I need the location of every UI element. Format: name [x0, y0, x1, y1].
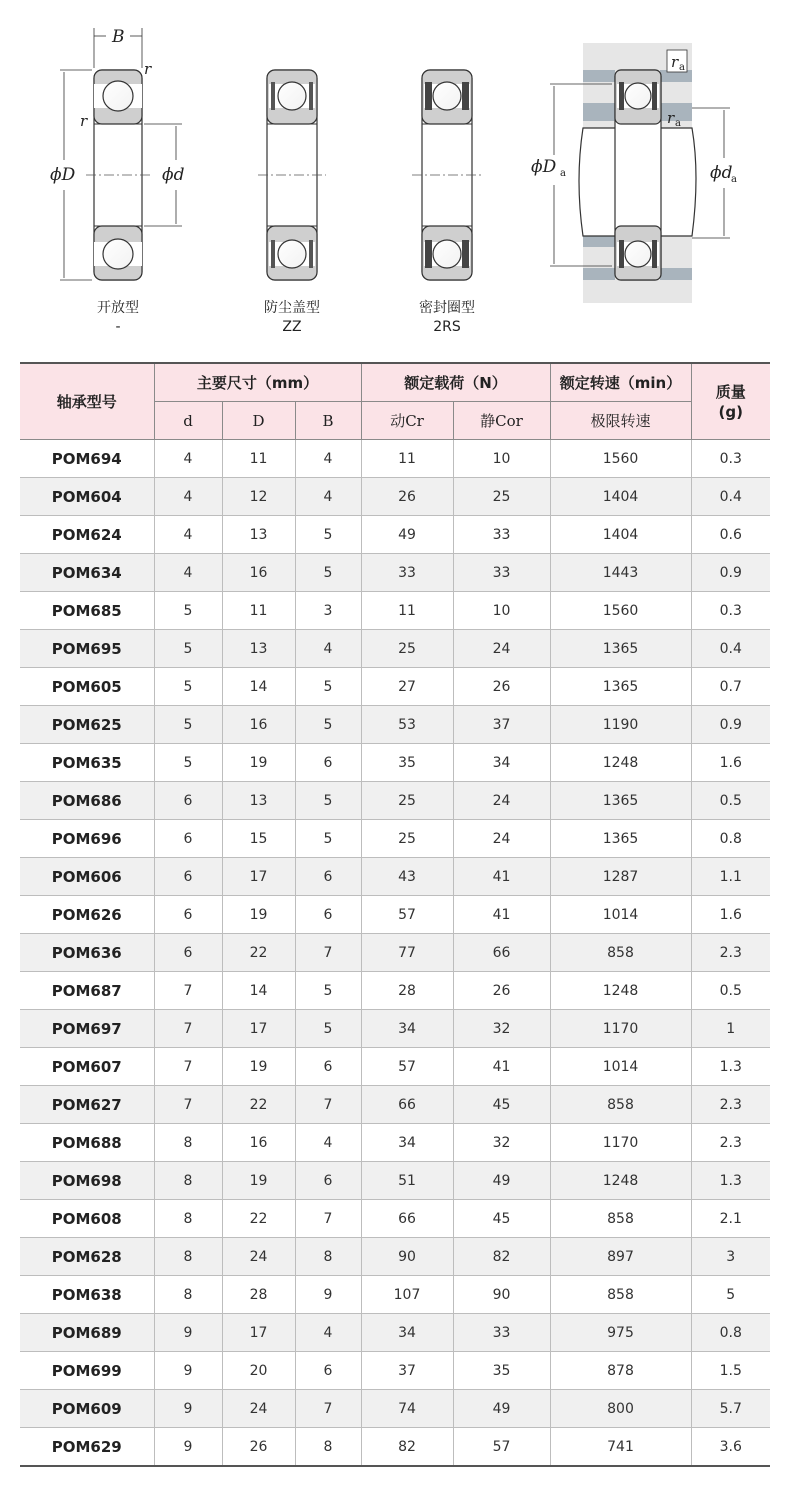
cell-mass: 1.5: [691, 1352, 770, 1390]
ball-icon: [103, 239, 133, 269]
cell-cor: 45: [453, 1200, 550, 1238]
cell-speed: 858: [550, 934, 691, 972]
cell-mass: 0.9: [691, 554, 770, 592]
table-row: [20, 1238, 770, 1276]
cell-mass: 3.6: [691, 1428, 770, 1467]
label-r: r: [80, 112, 88, 130]
cell-cr: 33: [361, 554, 453, 592]
cell-cr: 34: [361, 1124, 453, 1162]
cell-cr: 26: [361, 478, 453, 516]
table-body: [20, 440, 770, 1467]
cell-d: 9: [154, 1314, 222, 1352]
cell-d: 7: [154, 972, 222, 1010]
cell-mass: 0.4: [691, 630, 770, 668]
cell-model: POM605: [20, 668, 154, 706]
label-ra: r: [667, 109, 675, 127]
cell-B: 9: [295, 1276, 361, 1314]
cell-mass: 1.6: [691, 744, 770, 782]
cell-cr: 57: [361, 896, 453, 934]
cell-D: 12: [222, 478, 295, 516]
cell-cr: 66: [361, 1200, 453, 1238]
cell-mass: 0.3: [691, 592, 770, 630]
label-phi-da: ϕd: [710, 163, 733, 183]
label-ra-top: r: [671, 53, 679, 71]
cell-d: 5: [154, 706, 222, 744]
cell-speed: 1365: [550, 820, 691, 858]
cell-cr: 49: [361, 516, 453, 554]
cell-B: 6: [295, 896, 361, 934]
cell-D: 22: [222, 1200, 295, 1238]
cell-cr: 77: [361, 934, 453, 972]
cell-model: POM695: [20, 630, 154, 668]
cell-cor: 34: [453, 744, 550, 782]
cell-B: 8: [295, 1238, 361, 1276]
label-subscript-a: a: [731, 174, 737, 185]
cell-D: 19: [222, 1162, 295, 1200]
table-row: [20, 1010, 770, 1048]
cell-D: 19: [222, 744, 295, 782]
cell-d: 4: [154, 478, 222, 516]
cell-d: 4: [154, 554, 222, 592]
cell-d: 8: [154, 1124, 222, 1162]
cell-D: 14: [222, 668, 295, 706]
ball-icon: [278, 82, 306, 110]
cell-cr: 43: [361, 858, 453, 896]
cell-mass: 3: [691, 1238, 770, 1276]
open-type-bearing: [50, 27, 185, 335]
cell-d: 8: [154, 1276, 222, 1314]
ball-icon: [625, 83, 651, 109]
cell-model: POM636: [20, 934, 154, 972]
cell-speed: 858: [550, 1086, 691, 1124]
table-row: [20, 630, 770, 668]
cell-cr: 25: [361, 630, 453, 668]
table-row: [20, 1352, 770, 1390]
spec-table: [20, 362, 770, 1467]
cell-speed: 897: [550, 1238, 691, 1276]
table-header-row: [20, 363, 770, 402]
header-cr: 动Cr: [361, 402, 453, 440]
cell-B: 5: [295, 516, 361, 554]
cell-model: POM688: [20, 1124, 154, 1162]
cell-speed: 1190: [550, 706, 691, 744]
cell-cr: 66: [361, 1086, 453, 1124]
cell-D: 13: [222, 782, 295, 820]
cell-speed: 1443: [550, 554, 691, 592]
cell-model: POM699: [20, 1352, 154, 1390]
cell-model: POM686: [20, 782, 154, 820]
cell-speed: 1560: [550, 440, 691, 478]
cell-model: POM689: [20, 1314, 154, 1352]
cell-mass: 0.4: [691, 478, 770, 516]
cell-d: 9: [154, 1428, 222, 1467]
cell-D: 26: [222, 1428, 295, 1467]
cell-D: 14: [222, 972, 295, 1010]
label-subscript-a: a: [675, 118, 681, 129]
cell-D: 13: [222, 630, 295, 668]
cell-cor: 35: [453, 1352, 550, 1390]
cell-cr: 28: [361, 972, 453, 1010]
cell-model: POM694: [20, 440, 154, 478]
cell-model: POM629: [20, 1428, 154, 1467]
cell-B: 4: [295, 1314, 361, 1352]
cell-cor: 41: [453, 896, 550, 934]
cell-cr: 90: [361, 1238, 453, 1276]
cell-cor: 24: [453, 630, 550, 668]
cell-cor: 32: [453, 1010, 550, 1048]
header-speed: 额定转速（min）: [550, 363, 691, 402]
cell-cr: 25: [361, 782, 453, 820]
cell-model: POM635: [20, 744, 154, 782]
cell-speed: 1248: [550, 972, 691, 1010]
cell-cor: 24: [453, 820, 550, 858]
table-row: [20, 782, 770, 820]
cell-d: 6: [154, 934, 222, 972]
cell-mass: 1: [691, 1010, 770, 1048]
open-type-code: -: [115, 319, 121, 335]
cell-cr: 107: [361, 1276, 453, 1314]
cell-D: 22: [222, 1086, 295, 1124]
cell-d: 5: [154, 744, 222, 782]
cell-model: POM609: [20, 1390, 154, 1428]
header-mass: 质量 (g): [691, 363, 770, 440]
seal-type-bearing: [412, 70, 482, 335]
label-phi-d: ϕd: [162, 165, 185, 185]
cell-cor: 90: [453, 1276, 550, 1314]
header-dimensions: 主要尺寸（mm）: [154, 363, 361, 402]
cell-B: 6: [295, 744, 361, 782]
cell-mass: 5: [691, 1276, 770, 1314]
cell-mass: 1.1: [691, 858, 770, 896]
table-row: [20, 478, 770, 516]
table-row: [20, 1200, 770, 1238]
cell-d: 8: [154, 1238, 222, 1276]
open-type-name: 开放型: [97, 300, 139, 316]
cell-cor: 49: [453, 1390, 550, 1428]
cell-cor: 24: [453, 782, 550, 820]
cell-model: POM696: [20, 820, 154, 858]
cell-speed: 1365: [550, 630, 691, 668]
cell-d: 4: [154, 516, 222, 554]
cell-d: 6: [154, 858, 222, 896]
cell-mass: 0.9: [691, 706, 770, 744]
cell-cor: 33: [453, 1314, 550, 1352]
cell-cor: 10: [453, 440, 550, 478]
table-row: [20, 896, 770, 934]
cell-B: 6: [295, 1352, 361, 1390]
cell-B: 4: [295, 440, 361, 478]
cell-D: 16: [222, 1124, 295, 1162]
cell-speed: 858: [550, 1276, 691, 1314]
cell-model: POM608: [20, 1200, 154, 1238]
cell-speed: 1365: [550, 668, 691, 706]
cell-B: 4: [295, 1124, 361, 1162]
cell-mass: 0.7: [691, 668, 770, 706]
cell-cor: 45: [453, 1086, 550, 1124]
cell-cor: 26: [453, 668, 550, 706]
cell-cr: 37: [361, 1352, 453, 1390]
cell-cr: 34: [361, 1314, 453, 1352]
cell-speed: 1014: [550, 896, 691, 934]
cell-model: POM625: [20, 706, 154, 744]
cell-model: POM607: [20, 1048, 154, 1086]
table-row: [20, 516, 770, 554]
cell-d: 7: [154, 1048, 222, 1086]
cell-cor: 33: [453, 554, 550, 592]
table-row: [20, 744, 770, 782]
cell-B: 7: [295, 1200, 361, 1238]
shield-type-name: 防尘盖型: [264, 300, 320, 316]
cell-mass: 0.3: [691, 440, 770, 478]
seal-type-code: 2RS: [433, 319, 461, 335]
table-row: [20, 440, 770, 478]
cell-model: POM638: [20, 1276, 154, 1314]
cell-D: 28: [222, 1276, 295, 1314]
cell-speed: 858: [550, 1200, 691, 1238]
cell-model: POM628: [20, 1238, 154, 1276]
table-row: [20, 1390, 770, 1428]
cell-D: 17: [222, 1010, 295, 1048]
cell-d: 9: [154, 1390, 222, 1428]
cell-cr: 11: [361, 440, 453, 478]
cell-mass: 2.3: [691, 1124, 770, 1162]
table-row: [20, 820, 770, 858]
cell-cor: 41: [453, 1048, 550, 1086]
cell-speed: 1404: [550, 478, 691, 516]
cell-d: 4: [154, 440, 222, 478]
shield-type-bearing: [258, 70, 326, 335]
cell-D: 22: [222, 934, 295, 972]
cell-D: 11: [222, 440, 295, 478]
cell-mass: 0.5: [691, 972, 770, 1010]
cell-cr: 25: [361, 820, 453, 858]
header-limit-speed: 极限转速: [550, 402, 691, 440]
cell-cor: 49: [453, 1162, 550, 1200]
cell-mass: 0.8: [691, 820, 770, 858]
cell-mass: 2.1: [691, 1200, 770, 1238]
cell-d: 5: [154, 668, 222, 706]
cell-cor: 10: [453, 592, 550, 630]
cell-d: 5: [154, 592, 222, 630]
cell-mass: 5.7: [691, 1390, 770, 1428]
cell-cr: 27: [361, 668, 453, 706]
cell-D: 13: [222, 516, 295, 554]
cell-cor: 57: [453, 1428, 550, 1467]
cell-cor: 32: [453, 1124, 550, 1162]
cell-cr: 57: [361, 1048, 453, 1086]
cell-mass: 2.3: [691, 934, 770, 972]
spec-table-container: [20, 362, 770, 1467]
cell-B: 5: [295, 1010, 361, 1048]
table-row: [20, 1428, 770, 1467]
label-subscript-a: a: [679, 62, 685, 73]
cell-d: 6: [154, 782, 222, 820]
cell-speed: 1365: [550, 782, 691, 820]
cell-mass: 1.3: [691, 1048, 770, 1086]
cell-cr: 35: [361, 744, 453, 782]
cell-model: POM687: [20, 972, 154, 1010]
cell-cor: 26: [453, 972, 550, 1010]
cell-model: POM606: [20, 858, 154, 896]
table-row: [20, 592, 770, 630]
cell-speed: 1248: [550, 744, 691, 782]
cell-model: POM697: [20, 1010, 154, 1048]
table-row: [20, 1162, 770, 1200]
cell-cr: 11: [361, 592, 453, 630]
seal-type-name: 密封圈型: [419, 300, 475, 316]
cell-d: 6: [154, 820, 222, 858]
cell-model: POM634: [20, 554, 154, 592]
cell-speed: 1560: [550, 592, 691, 630]
cell-D: 11: [222, 592, 295, 630]
cell-B: 6: [295, 858, 361, 896]
cell-mass: 1.3: [691, 1162, 770, 1200]
table-row: [20, 972, 770, 1010]
cell-model: POM624: [20, 516, 154, 554]
cell-D: 15: [222, 820, 295, 858]
ball-icon: [278, 240, 306, 268]
header-model: 轴承型号: [20, 363, 154, 440]
table-row: [20, 1276, 770, 1314]
cell-speed: 1287: [550, 858, 691, 896]
cell-D: 20: [222, 1352, 295, 1390]
cell-cr: 34: [361, 1010, 453, 1048]
cell-B: 5: [295, 706, 361, 744]
cell-B: 4: [295, 630, 361, 668]
cell-speed: 1170: [550, 1010, 691, 1048]
cell-B: 5: [295, 972, 361, 1010]
cell-model: POM698: [20, 1162, 154, 1200]
cell-B: 8: [295, 1428, 361, 1467]
cell-speed: 1170: [550, 1124, 691, 1162]
cell-D: 16: [222, 554, 295, 592]
cell-D: 17: [222, 858, 295, 896]
cell-speed: 741: [550, 1428, 691, 1467]
cell-mass: 2.3: [691, 1086, 770, 1124]
shield-type-code: ZZ: [282, 319, 302, 335]
cell-B: 5: [295, 668, 361, 706]
table-row: [20, 1124, 770, 1162]
ball-icon: [103, 81, 133, 111]
cell-cr: 53: [361, 706, 453, 744]
table-row: [20, 934, 770, 972]
cell-model: POM604: [20, 478, 154, 516]
cell-d: 8: [154, 1162, 222, 1200]
table-row: [20, 858, 770, 896]
label-B: B: [112, 27, 125, 47]
cell-B: 3: [295, 592, 361, 630]
cell-speed: 1014: [550, 1048, 691, 1086]
cell-cor: 33: [453, 516, 550, 554]
cell-B: 6: [295, 1162, 361, 1200]
cell-cr: 82: [361, 1428, 453, 1467]
table-row: [20, 1314, 770, 1352]
cell-d: 7: [154, 1086, 222, 1124]
label-phi-Da: ϕD: [531, 157, 557, 177]
cell-cor: 41: [453, 858, 550, 896]
header-cor: 静Cor: [453, 402, 550, 440]
bearing-diagrams: [0, 0, 790, 350]
table-row: [20, 668, 770, 706]
cell-B: 6: [295, 1048, 361, 1086]
header-load: 额定载荷（N）: [361, 363, 550, 402]
table-row: [20, 554, 770, 592]
cell-B: 4: [295, 478, 361, 516]
cell-mass: 0.5: [691, 782, 770, 820]
table-row: [20, 1086, 770, 1124]
cell-speed: 800: [550, 1390, 691, 1428]
cell-speed: 878: [550, 1352, 691, 1390]
cell-B: 5: [295, 820, 361, 858]
ball-icon: [433, 240, 461, 268]
label-r: r: [144, 60, 152, 78]
cell-B: 7: [295, 934, 361, 972]
cell-speed: 1248: [550, 1162, 691, 1200]
cell-speed: 975: [550, 1314, 691, 1352]
cell-B: 5: [295, 554, 361, 592]
cell-D: 16: [222, 706, 295, 744]
cell-d: 6: [154, 896, 222, 934]
header-d: d: [154, 402, 222, 440]
cell-speed: 1404: [550, 516, 691, 554]
label-phi-D: ϕD: [50, 165, 76, 185]
cell-mass: 0.8: [691, 1314, 770, 1352]
cell-cor: 25: [453, 478, 550, 516]
cell-d: 5: [154, 630, 222, 668]
cell-cr: 74: [361, 1390, 453, 1428]
cell-B: 7: [295, 1086, 361, 1124]
header-B: B: [295, 402, 361, 440]
label-subscript-a: a: [560, 168, 566, 179]
table-row: [20, 1048, 770, 1086]
cell-D: 17: [222, 1314, 295, 1352]
cell-d: 8: [154, 1200, 222, 1238]
cell-model: POM627: [20, 1086, 154, 1124]
header-D: D: [222, 402, 295, 440]
cell-B: 7: [295, 1390, 361, 1428]
cell-D: 24: [222, 1238, 295, 1276]
cell-cor: 37: [453, 706, 550, 744]
cell-D: 19: [222, 896, 295, 934]
cell-d: 7: [154, 1010, 222, 1048]
cell-mass: 1.6: [691, 896, 770, 934]
ball-icon: [625, 241, 651, 267]
table-row: [20, 706, 770, 744]
cell-D: 19: [222, 1048, 295, 1086]
cell-cor: 82: [453, 1238, 550, 1276]
ball-icon: [433, 82, 461, 110]
mounting-diagram: [531, 43, 737, 303]
cell-model: POM626: [20, 896, 154, 934]
cell-D: 24: [222, 1390, 295, 1428]
cell-d: 9: [154, 1352, 222, 1390]
cell-model: POM685: [20, 592, 154, 630]
cell-cor: 66: [453, 934, 550, 972]
cell-B: 5: [295, 782, 361, 820]
cell-mass: 0.6: [691, 516, 770, 554]
cell-cr: 51: [361, 1162, 453, 1200]
